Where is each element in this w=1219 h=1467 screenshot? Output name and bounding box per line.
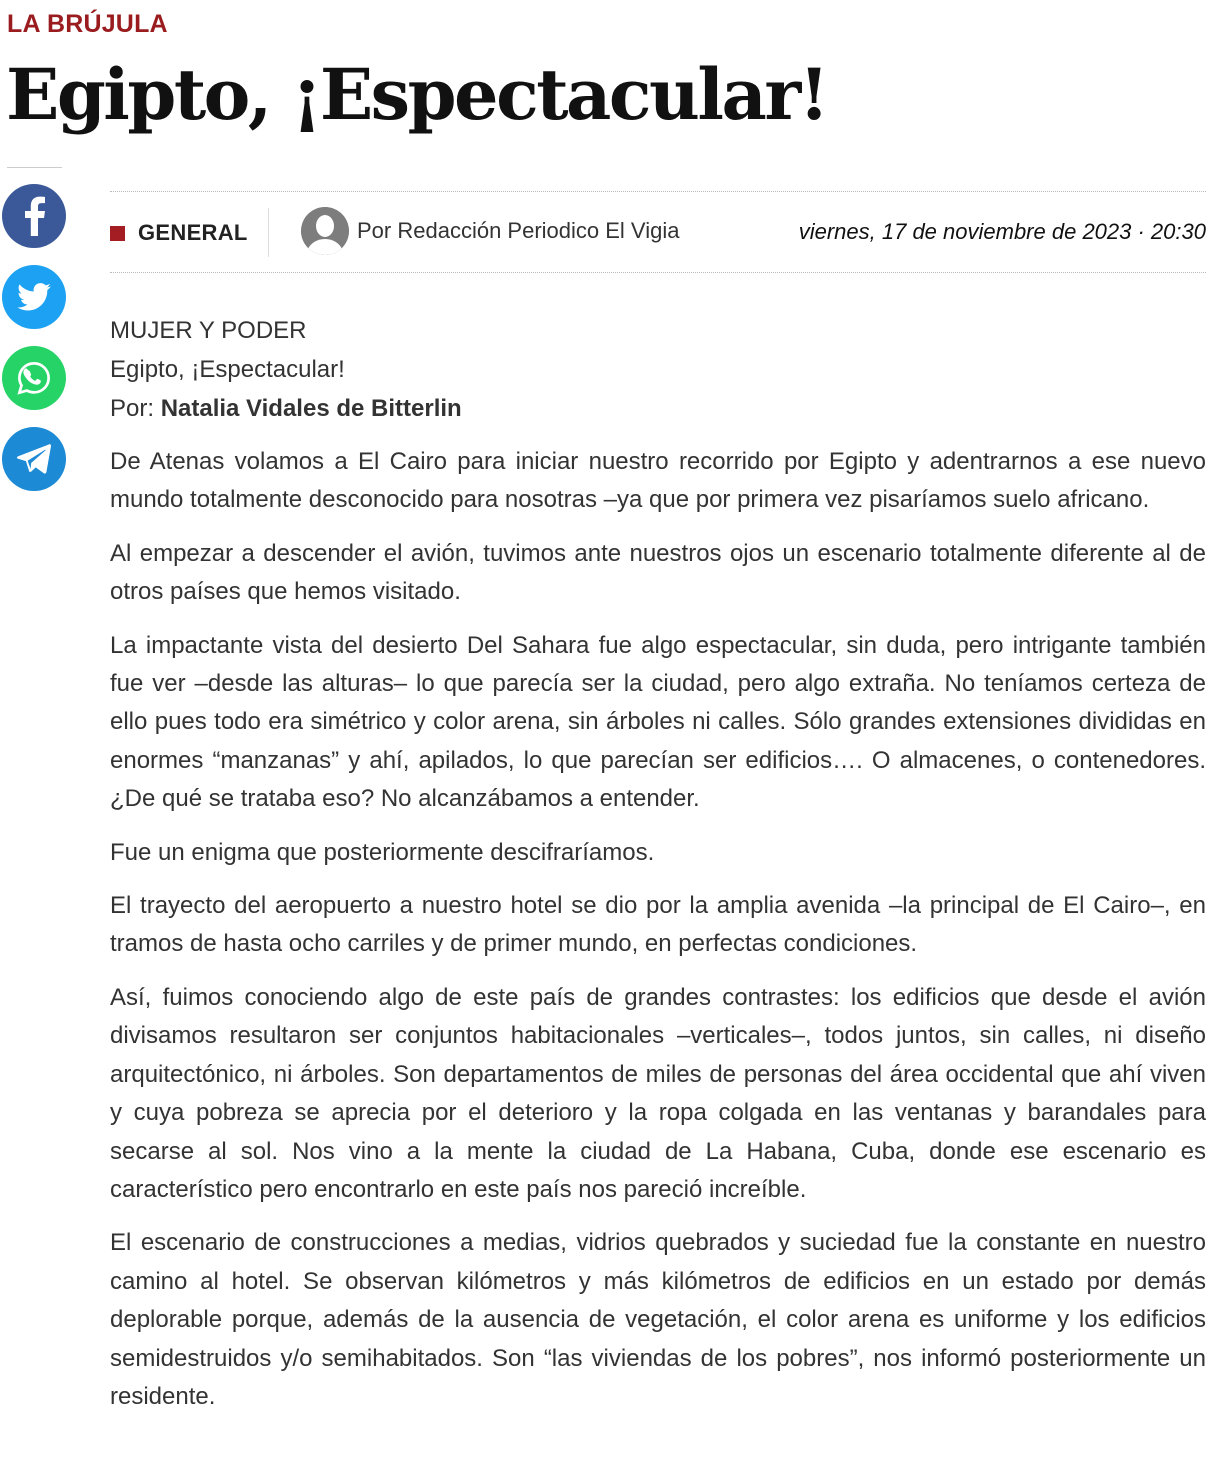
category-link[interactable] <box>110 220 248 246</box>
article-kicker: MUJER Y PODER <box>110 317 307 344</box>
article-body <box>110 311 1206 1431</box>
article-headline: Egipto, ¡Espectacular! <box>6 53 827 136</box>
section-link[interactable]: LA BRÚJULA <box>7 10 168 38</box>
article-byline <box>110 389 1206 428</box>
article-paragraph: El escenario de construcciones a medias, vidrios quebrados y suciedad fue la constante en nuestro camino al hotel. Se observan kilómetros y más kilómetros de edificios en un estado por demás deplorable porque, además de la ausencia de vegetación, el color arena es uniforme y los edificios semidestruidos y/o semihabitados. Son “las viviendas de los pobres”, nos informó posteriormente un residente. <box>110 1229 1206 1410</box>
article-paragraph: De Atenas volamos a El Cairo para iniciar nuestro recorrido por Egipto y adentrarnos a ese nuevo mundo totalmente desconocido para nosotras –ya que por primera vez pisaríamos suelo africano. <box>110 448 1206 514</box>
twitter-share-button[interactable] <box>2 265 66 329</box>
article-paragraph: Fue un enigma que posteriormente descifraríamos. <box>110 838 655 866</box>
share-divider <box>7 167 62 168</box>
whatsapp-icon <box>16 360 52 396</box>
share-bar <box>2 184 66 508</box>
byline-prefix: Por: <box>110 395 161 422</box>
facebook-share-button[interactable] <box>2 184 66 248</box>
category-square-icon <box>110 226 125 241</box>
avatar <box>301 207 349 255</box>
twitter-icon <box>17 283 51 311</box>
byline-author: Natalia Vidales de Bitterlin <box>160 395 462 422</box>
article-meta-bar <box>110 191 1206 273</box>
article-intro <box>110 311 1206 428</box>
facebook-icon <box>21 196 47 236</box>
user-icon <box>301 207 349 255</box>
article-paragraph: La impactante vista del desierto Del Sahara fue algo espectacular, sin duda, pero intrigante también fue ver –desde las alturas– lo que parecía ser la ciudad, pero algo extraña. No teníamos certeza de ello pues todo era simétrico y color arena, sin árboles ni calles. Sólo grandes extensiones divididas en enormes “manzanas” y ahí, apilados, lo que parecían ser edificios…. O almacenes, o contenedores. ¿De qué se trataba eso? No alcanzábamos a entender. <box>110 631 1206 813</box>
publish-date: viernes, 17 de noviembre de 2023 · 20:30 <box>798 219 1206 244</box>
telegram-share-button[interactable] <box>2 427 66 491</box>
article-paragraph: Al empezar a descender el avión, tuvimos ante nuestros ojos un escenario totalmente diferente al de otros países que hemos visitado. <box>110 539 1206 606</box>
article-subtitle: Egipto, ¡Espectacular! <box>110 356 345 383</box>
telegram-icon <box>17 444 51 474</box>
category-label: GENERAL <box>138 220 248 245</box>
author-link[interactable] <box>301 207 679 255</box>
author-name: Por Redacción Periodico El Vigia <box>357 218 680 243</box>
article-paragraph: Así, fuimos conociendo algo de este país de grandes contrastes: los edificios que desde el avión divisamos resultaron ser conjuntos habitacionales –verticales–, todos juntos, sin calles, ni diseño arquitectónico, ni árboles. Son departamentos de miles de personas del área occidental que ahí viven y cuya pobreza se aprecia por el deterioro y la ropa colgada en las ventanas y barandales para secarse al sol. Nos vino a la mente la ciudad de La Habana, Cuba, donde ese escenario es característico pero encontrarlo en este país nos pareció increíble. <box>110 983 1206 1203</box>
whatsapp-share-button[interactable] <box>2 346 66 410</box>
meta-divider <box>268 208 269 257</box>
article-paragraph: El trayecto del aeropuerto a nuestro hotel se dio por la amplia avenida –la principal de El Cairo–, en tramos de hasta ocho carriles y de primer mundo, en perfectas condiciones. <box>110 892 1206 958</box>
